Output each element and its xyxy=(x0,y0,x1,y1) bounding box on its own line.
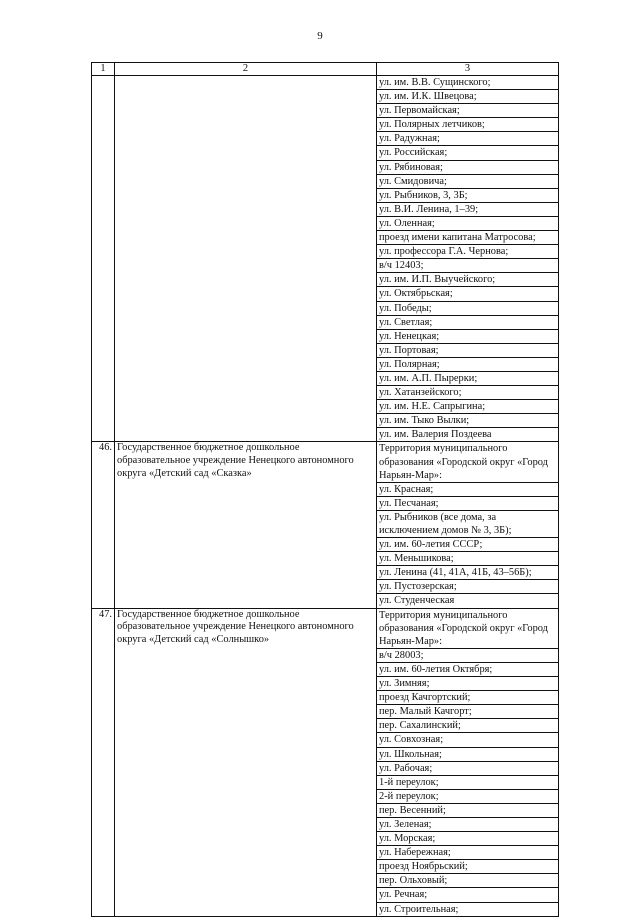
address-item: пер. Весенний; xyxy=(377,804,558,818)
address-item: ул. Полярных летчиков; xyxy=(377,118,558,132)
address-item: ул. им. 60-летия СССР; xyxy=(377,538,558,552)
address-item: ул. Оленная; xyxy=(377,217,558,231)
address-item: ул. Зимняя; xyxy=(377,677,558,691)
address-item: ул. Зеленая; xyxy=(377,818,558,832)
address-item: пер. Малый Качгорт; xyxy=(377,705,558,719)
table-body xyxy=(92,76,559,917)
address-item: ул. Рабочая; xyxy=(377,762,558,776)
address-item: ул. Морская; xyxy=(377,832,558,846)
address-item: ул. профессора Г.А. Чернова; xyxy=(377,245,558,259)
institution-name xyxy=(115,76,377,442)
address-item: ул. Пустозерская; xyxy=(377,580,558,594)
address-item: ул. Смидовича; xyxy=(377,175,558,189)
table-row xyxy=(92,608,559,916)
address-item: ул. им. И.К. Швецова; xyxy=(377,90,558,104)
table-header-row xyxy=(92,63,559,76)
address-item: ул. Совхозная; xyxy=(377,733,558,747)
address-item: Территория муниципального образования «Городской округ «Город Нарьян-Мар»: xyxy=(377,609,558,649)
address-item: ул. Красная; xyxy=(377,483,558,497)
address-item: проезд Ноябрьский; xyxy=(377,860,558,874)
address-list xyxy=(377,442,559,608)
address-list xyxy=(377,608,559,916)
address-item: ул. им. Н.Е. Сапрыгина; xyxy=(377,400,558,414)
address-item: ул. Меньшикова; xyxy=(377,552,558,566)
address-item: ул. В.И. Ленина, 1–39; xyxy=(377,203,558,217)
address-item: в/ч 12403; xyxy=(377,259,558,273)
address-item: ул. Песчаная; xyxy=(377,497,558,511)
address-item: ул. Рябиновая; xyxy=(377,161,558,175)
address-item: ул. им. Валерия Поздеева xyxy=(379,429,492,441)
address-item: ул. им. А.П. Пырерки; xyxy=(377,372,558,386)
address-item: ул. им. Тыко Вылки; xyxy=(377,414,558,428)
address-item: ул. Первомайская; xyxy=(377,104,558,118)
address-item: ул. им. 60-летия Октября; xyxy=(377,663,558,677)
column-header-2: 2 xyxy=(115,63,377,76)
row-number xyxy=(92,76,115,442)
row-number: 46. xyxy=(92,442,115,608)
column-header-1: 1 xyxy=(92,63,115,76)
table-row xyxy=(92,442,559,608)
allocation-table xyxy=(91,62,559,917)
address-item: ул. Российская; xyxy=(377,146,558,160)
address-item: ул. Набережная; xyxy=(377,846,558,860)
address-item: пер. Сахалинский; xyxy=(377,719,558,733)
address-item: ул. Ненецкая; xyxy=(377,330,558,344)
table-row xyxy=(92,76,559,442)
institution-name: Государственное бюджетное дошкольное образовательное учреждение Ненецкого автономного округа «Детский сад «Сказка» xyxy=(115,442,377,608)
page-number: 9 xyxy=(317,30,323,42)
address-item: ул. Рыбников, 3, 3Б; xyxy=(377,189,558,203)
institution-name: Государственное бюджетное дошкольное образовательное учреждение Ненецкого автономного округа «Детский сад «Солнышко» xyxy=(115,608,377,916)
address-item: ул. Портовая; xyxy=(377,344,558,358)
address-item: 2-й переулок; xyxy=(377,790,558,804)
row-number: 47. xyxy=(92,608,115,916)
address-item: ул. Светлая; xyxy=(377,316,558,330)
address-item: ул. Рыбников (все дома, за исключением домов № 3, 3Б); xyxy=(377,511,558,538)
address-item: 1-й переулок; xyxy=(377,776,558,790)
address-list xyxy=(377,76,559,442)
address-item: проезд имени капитана Матросова; xyxy=(377,231,558,245)
address-item: ул. Победы; xyxy=(377,302,558,316)
address-item: ул. Полярная; xyxy=(377,358,558,372)
address-item: ул. Студенческая xyxy=(379,595,455,607)
address-item: ул. Радужная; xyxy=(377,132,558,146)
column-header-3: 3 xyxy=(377,63,559,76)
address-item: ул. Школьная; xyxy=(377,748,558,762)
address-item: ул. Ленина (41, 41А, 41Б, 43–56Б); xyxy=(377,566,558,580)
address-item: ул. им. И.П. Выучейского; xyxy=(377,273,558,287)
address-item: ул. Октябрьская; xyxy=(377,287,558,301)
address-item: проезд Качгортский; xyxy=(377,691,558,705)
address-item: ул. им. В.В. Сущинского; xyxy=(377,76,558,90)
address-item: в/ч 28003; xyxy=(377,649,558,663)
address-item: Территория муниципального образования «Городской округ «Город Нарьян-Мар»: xyxy=(377,442,558,482)
address-item: пер. Ольховый; xyxy=(377,874,558,888)
address-item: ул. Хатанзейского; xyxy=(377,386,558,400)
address-item: ул. Речная; xyxy=(377,888,558,902)
address-item: ул. Строительная; xyxy=(379,903,459,915)
